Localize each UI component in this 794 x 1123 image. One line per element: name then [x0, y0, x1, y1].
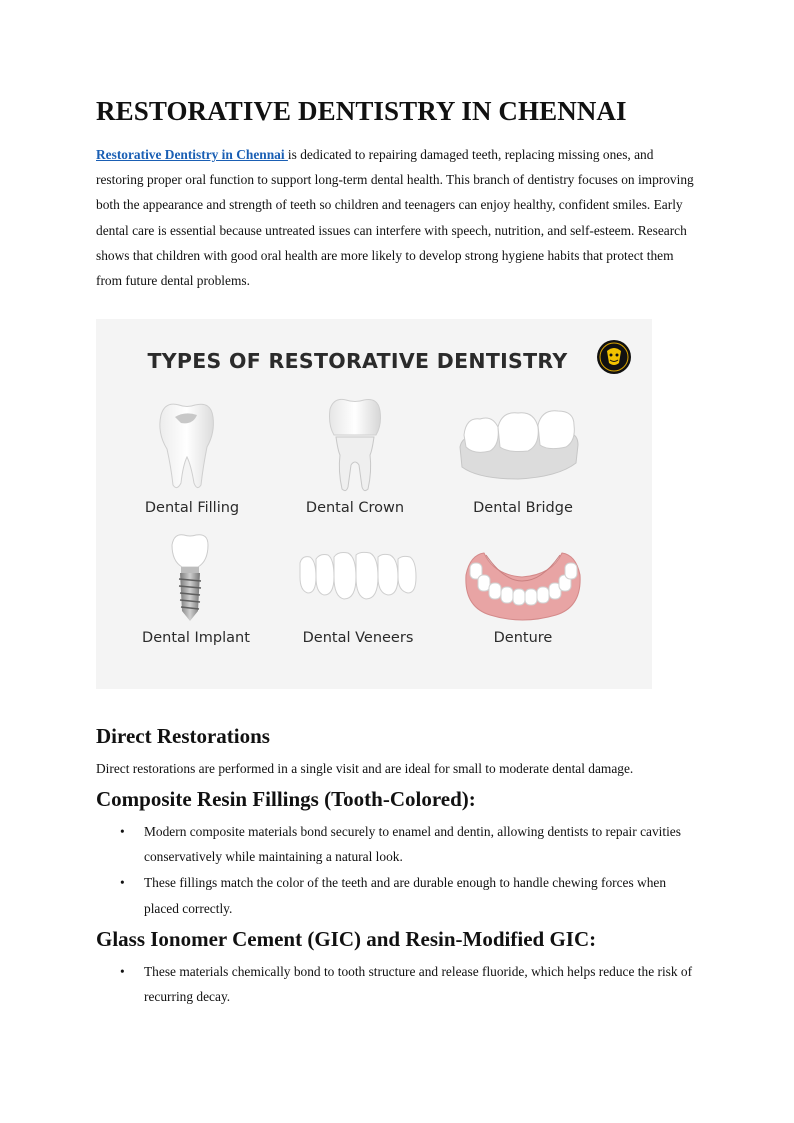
denture-icon	[464, 545, 582, 621]
item-label-dental-bridge: Dental Bridge	[473, 500, 573, 516]
dental-veneers-icon	[298, 551, 418, 603]
infographic-types-of-restorative-dentistry	[96, 319, 652, 689]
bullet-icon: •	[120, 875, 125, 891]
direct-restorations-text: Direct restorations are performed in a single visit and are ideal for small to moderate dental damage.	[96, 761, 634, 776]
bullet-icon: •	[120, 964, 125, 979]
dental-bridge-icon	[458, 401, 580, 481]
clinic-logo-icon	[596, 339, 632, 375]
restorative-dentistry-link[interactable]: Restorative Dentistry in Chennai	[96, 147, 288, 162]
infographic-title: TYPES OF RESTORATIVE DENTISTRY	[147, 349, 568, 373]
item-label-dental-implant: Dental Implant	[142, 630, 250, 646]
list-item: • These fillings match the color of the teeth and are durable enough to handle chewing forces when placed correctly.	[96, 870, 696, 920]
gic-bullet-list	[96, 959, 696, 1010]
item-label-dental-filling: Dental Filling	[144, 500, 240, 516]
item-label-denture: Denture	[493, 630, 553, 646]
intro-text: is dedicated to repairing damaged teeth, replacing missing ones, and restoring proper oral function to support long-term dental health. This branch of dentistry focuses on improving both the appearance and strength of teeth so children and teenagers can enjoy healthy, confident smiles. Early dental care is essential because untreated issues can interfere with speech, nutrition, and self-esteem. Research shows that children with good oral health are more likely to develop strong hygiene habits that protect them from future dental problems.	[96, 147, 694, 289]
bullet-icon: •	[120, 824, 125, 839]
dental-implant-icon	[168, 531, 212, 623]
intro-paragraph	[96, 142, 700, 293]
composite-bullet-list	[96, 819, 696, 922]
heading-direct-restorations: Direct Restorations	[96, 724, 270, 748]
tooth-crown-icon	[324, 395, 386, 495]
list-item: • These materials chemically bond to tooth structure and release fluoride, which helps reduce the risk of recurring decay.	[96, 959, 696, 1009]
heading-composite-resin-fillings: Composite Resin Fillings (Tooth-Colored):	[96, 787, 476, 811]
tooth-filling-icon	[151, 397, 223, 493]
page-title: RESTORATIVE DENTISTRY IN CHENNAI	[96, 96, 627, 126]
heading-glass-ionomer-cement: Glass Ionomer Cement (GIC) and Resin-Modified GIC:	[96, 927, 597, 951]
list-item: • Modern composite materials bond securely to enamel and dentin, allowing dentists to repair cavities conservatively while maintaining a natural look.	[96, 819, 696, 869]
item-label-dental-veneers: Dental Veneers	[302, 630, 414, 646]
item-label-dental-crown: Dental Crown	[305, 500, 405, 516]
